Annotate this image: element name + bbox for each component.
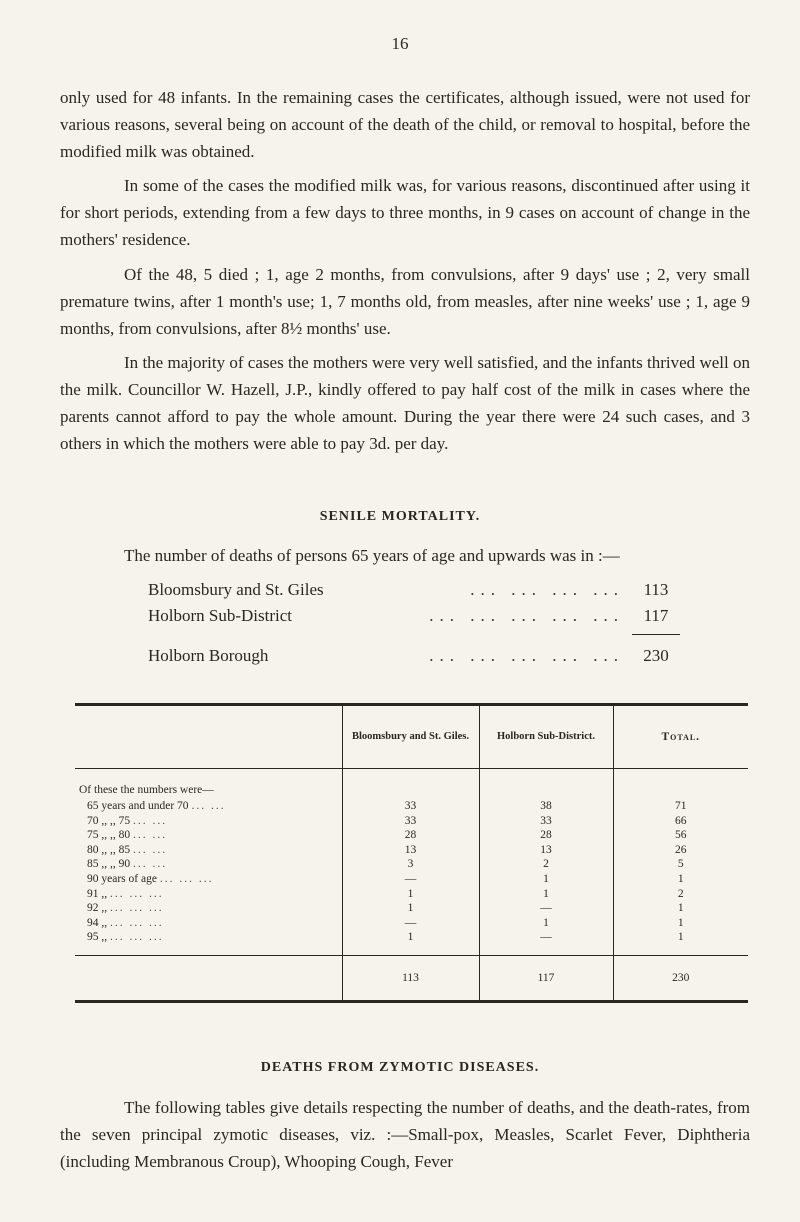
totals-row [75,955,748,1001]
summary-row-holborn-sub [148,606,680,626]
age-label: 92 ,, [87,902,108,915]
age-label: 91 ,, [87,887,108,900]
header-blank [75,705,342,769]
age-label: 65 years and under 70 [87,800,189,812]
senile-mortality-table [75,703,748,1003]
summary-leader: ... ... ... ... [470,580,624,599]
total-value: 71 [613,799,748,814]
header-total: Total. [613,705,748,769]
row-leader: ... ... ... [110,887,164,900]
row-leader: ... ... ... [110,931,164,944]
holborn-value: 1 [479,916,613,931]
holborn-value: — [479,901,613,916]
table-row [75,828,748,843]
row-leader: ... ... [133,858,168,871]
total-value: 26 [613,843,748,858]
zymotic-diseases-heading: DEATHS FROM ZYMOTIC DISEASES. [260,1060,540,1075]
row-leader: ... ... ... [110,916,164,929]
table-row [75,930,748,955]
holborn-value: 38 [479,799,613,814]
age-label: 80 ,, ,, 85 [87,843,131,856]
summary-label: Bloomsbury and St. Giles [148,580,324,599]
table-row [75,814,748,829]
total-value: 56 [613,828,748,843]
age-label: 90 years of age [87,872,157,885]
bloomsbury-value: 33 [342,799,479,814]
table-row [75,887,748,902]
age-label: 85 ,, ,, 90 [87,858,131,871]
age-label: 95 ,, [87,931,108,944]
summary-row-holborn-borough [148,646,680,666]
summary-value: 113 [643,580,669,599]
holborn-value: 1 [479,887,613,902]
row-leader: ... ... [133,843,168,856]
holborn-value: 1 [479,872,613,887]
paragraph-1: only used for 48 infants. In the remaining cases the certificates, although issued, were not used for various reasons, several being on account of the death of the child, or removal to hospital, before the modified milk was obtained. [60,88,750,161]
age-label: 94 ,, [87,916,108,929]
age-label: 70 ,, ,, 75 [87,814,131,827]
summary-leader: ... ... ... ... ... [429,606,624,625]
bloomsbury-value: 1 [342,887,479,902]
total-value: 2 [613,887,748,902]
total-value: 1 [613,930,748,955]
age-label: 75 ,, ,, 80 [87,829,131,842]
table-row [75,901,748,916]
row-leader: ... ... ... [110,902,164,915]
summary-label: Holborn Sub-District [148,606,293,625]
holborn-value: 28 [479,828,613,843]
table-caption: Of these the numbers were— [79,783,214,796]
header-holborn: Holborn Sub-District. [479,705,613,769]
table-caption-row [75,769,748,800]
table-row [75,872,748,887]
holborn-value: — [479,930,613,955]
summary-leader: ... ... ... ... ... [429,646,624,665]
row-leader: ... ... ... [159,872,214,885]
holborn-value: 13 [479,843,613,858]
bloomsbury-value: 28 [342,828,479,843]
zymotic-paragraph: The following tables give details respecting the number of deaths, and the death-rates, from the seven principal zymotic diseases, viz. :—Small-pox, Measles, Scarlet Fever, Diphtheria (including Membranous Croup), Whooping Cough, Fever [60,1098,750,1171]
row-leader: ... ... [191,800,226,812]
bloomsbury-value: 1 [342,901,479,916]
bloomsbury-total: 113 [342,955,479,1001]
total-value: 66 [613,814,748,829]
total-value: 5 [613,857,748,872]
summary-value: 117 [643,606,669,625]
sum-rule [632,634,680,635]
paragraph-3: Of the 48, 5 died ; 1, age 2 months, from convulsions, after 9 days' use ; 2, very small premature twins, after 1 month's use; 1, 7 months old, from measles, after nine weeks' use ; 1, age 9 months, from convulsions, after 8½ months' use. [60,265,750,338]
bloomsbury-value: 3 [342,857,479,872]
header-bloomsbury: Bloomsbury and St. Giles. [342,705,479,769]
bloomsbury-value: 1 [342,930,479,955]
summary-label: Holborn Borough [148,646,269,665]
table-row [75,799,748,814]
total-value: 1 [613,901,748,916]
paragraph-4: In the majority of cases the mothers were very well satisfied, and the infants thrived well on the milk. Councillor W. Hazell, J.P., kindly offered to pay half cost of the milk in cases where the parents cannot afford to pay the whole amount. During the year there were 24 such cases, and 3 others in which the mothers were able to pay 3d. per day. [60,353,750,453]
bloomsbury-value: — [342,916,479,931]
table-row [75,857,748,872]
total-value: 1 [613,916,748,931]
holborn-total: 117 [479,955,613,1001]
summary-value: 230 [643,646,669,665]
holborn-value: 33 [479,814,613,829]
paragraph-2: In some of the cases the modified milk was, for various reasons, discontinued after using it for short periods, extending from a few days to three months, in 9 cases on account of change in the mothers' residence. [60,176,750,249]
grand-total: 230 [613,955,748,1001]
senile-mortality-heading: SENILE MORTALITY. [319,509,481,524]
table-row [75,843,748,858]
total-value: 1 [613,872,748,887]
senile-intro: The number of deaths of persons 65 years of age and upwards was in :— [124,546,620,565]
row-leader: ... ... [133,829,168,842]
row-leader: ... ... [133,814,168,827]
bloomsbury-value: — [342,872,479,887]
bloomsbury-value: 33 [342,814,479,829]
holborn-value: 2 [479,857,613,872]
page-number: 16 [391,34,409,53]
table-row [75,916,748,931]
summary-row-bloomsbury [148,580,680,600]
bloomsbury-value: 13 [342,843,479,858]
